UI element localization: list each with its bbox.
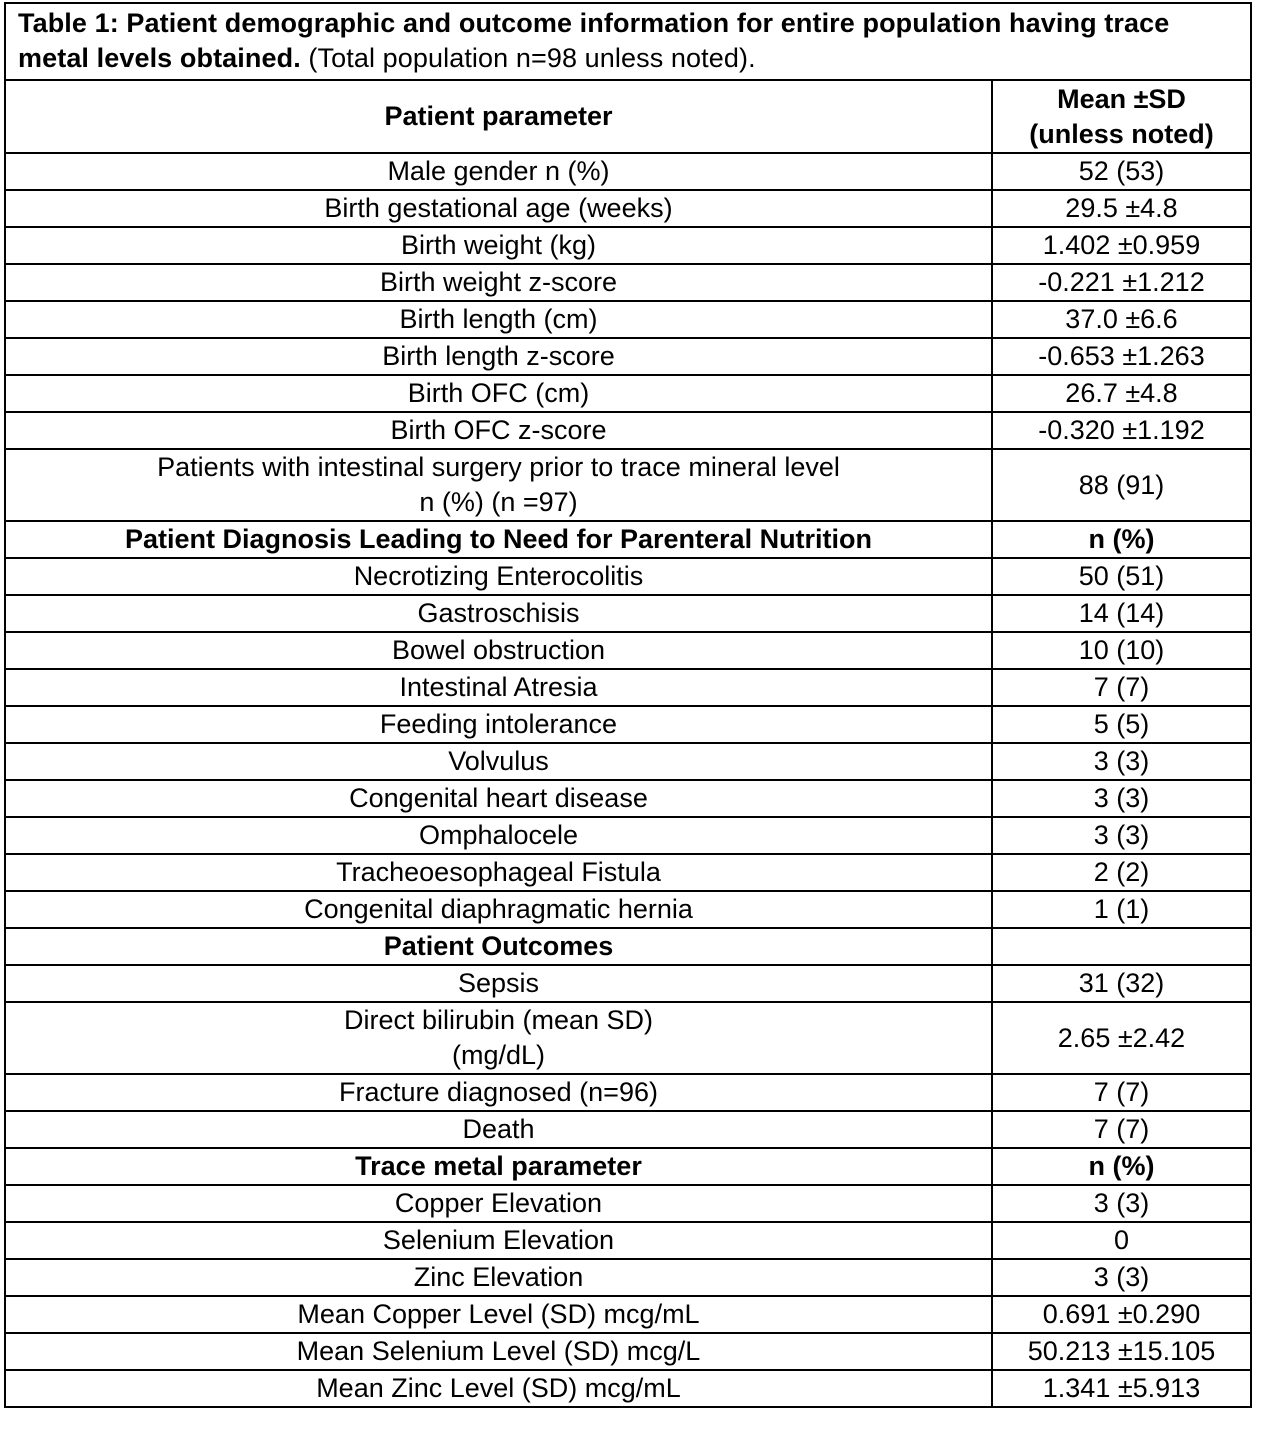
row-label: Patient Outcomes: [6, 928, 992, 965]
row-value: 37.0 ±6.6: [992, 301, 1250, 338]
table-header-row: [6, 80, 1250, 153]
row-value: 88 (91): [992, 449, 1250, 521]
row-value: 7 (7): [992, 1074, 1250, 1111]
row-value: 26.7 ±4.8: [992, 375, 1250, 412]
table-row: [6, 1002, 1250, 1074]
row-value: 1.402 ±0.959: [992, 227, 1250, 264]
row-value: 50 (51): [992, 558, 1250, 595]
row-label: Fracture diagnosed (n=96): [6, 1074, 992, 1111]
table-row: [6, 1333, 1250, 1370]
row-label: Patients with intestinal surgery prior to trace mineral level n (%) (n =97): [6, 449, 992, 521]
row-value: 5 (5): [992, 706, 1250, 743]
table-row: [6, 227, 1250, 264]
row-label: Birth OFC z-score: [6, 412, 992, 449]
table-row: [6, 338, 1250, 375]
row-value: 1 (1): [992, 891, 1250, 928]
row-label: Male gender n (%): [6, 153, 992, 190]
row-value: 52 (53): [992, 153, 1250, 190]
row-label: Trace metal parameter: [6, 1148, 992, 1185]
row-value: [992, 928, 1250, 965]
table-body: [6, 153, 1250, 1406]
table-row: [6, 1296, 1250, 1333]
section-header-row: [6, 928, 1250, 965]
row-value: 7 (7): [992, 1111, 1250, 1148]
row-value: 3 (3): [992, 817, 1250, 854]
table-row: [6, 301, 1250, 338]
table-row: [6, 854, 1250, 891]
table-container: [4, 2, 1252, 1408]
row-label: Mean Selenium Level (SD) mcg/L: [6, 1333, 992, 1370]
table-row: [6, 558, 1250, 595]
row-value: 31 (32): [992, 965, 1250, 1002]
row-label: Volvulus: [6, 743, 992, 780]
table-row: [6, 817, 1250, 854]
row-value: 50.213 ±15.105: [992, 1333, 1250, 1370]
table-row: [6, 891, 1250, 928]
row-value: 3 (3): [992, 743, 1250, 780]
header-value-line2: (unless noted): [1029, 118, 1214, 149]
row-value: -0.653 ±1.263: [992, 338, 1250, 375]
table-row: [6, 706, 1250, 743]
header-value-line1: Mean ±SD: [1057, 83, 1186, 114]
table-row: [6, 264, 1250, 301]
row-value: 0.691 ±0.290: [992, 1296, 1250, 1333]
row-label: Birth length (cm): [6, 301, 992, 338]
row-label: Intestinal Atresia: [6, 669, 992, 706]
section-header-row: [6, 1148, 1250, 1185]
row-value: 7 (7): [992, 669, 1250, 706]
table-row: [6, 1222, 1250, 1259]
row-label: Mean Zinc Level (SD) mcg/mL: [6, 1370, 992, 1406]
row-value: -0.221 ±1.212: [992, 264, 1250, 301]
table-row: [6, 412, 1250, 449]
row-label: Birth length z-score: [6, 338, 992, 375]
row-value: 3 (3): [992, 1259, 1250, 1296]
row-label: Death: [6, 1111, 992, 1148]
row-value: 10 (10): [992, 632, 1250, 669]
row-label: Selenium Elevation: [6, 1222, 992, 1259]
row-label: Congenital heart disease: [6, 780, 992, 817]
row-label: Zinc Elevation: [6, 1259, 992, 1296]
table-caption: [6, 4, 1250, 79]
row-label: Birth weight (kg): [6, 227, 992, 264]
table-row: [6, 780, 1250, 817]
table-row: [6, 595, 1250, 632]
row-value: 0: [992, 1222, 1250, 1259]
header-value: [992, 80, 1250, 153]
row-label: Gastroschisis: [6, 595, 992, 632]
row-label: Direct bilirubin (mean SD) (mg/dL): [6, 1002, 992, 1074]
table-row: [6, 632, 1250, 669]
caption-note: (Total population n=98 unless noted).: [300, 43, 756, 73]
table-row: [6, 375, 1250, 412]
table-row: [6, 153, 1250, 190]
row-label: Birth weight z-score: [6, 264, 992, 301]
table-row: [6, 1074, 1250, 1111]
row-label: Bowel obstruction: [6, 632, 992, 669]
row-label: Omphalocele: [6, 817, 992, 854]
row-label: Tracheoesophageal Fistula: [6, 854, 992, 891]
table-row: [6, 1259, 1250, 1296]
table-row: [6, 743, 1250, 780]
row-value: 2 (2): [992, 854, 1250, 891]
row-value: n (%): [992, 1148, 1250, 1185]
row-label: Mean Copper Level (SD) mcg/mL: [6, 1296, 992, 1333]
row-label: Feeding intolerance: [6, 706, 992, 743]
row-label: Patient Diagnosis Leading to Need for Parenteral Nutrition: [6, 521, 992, 558]
row-label: Birth gestational age (weeks): [6, 190, 992, 227]
table-row: [6, 965, 1250, 1002]
demographics-table: [6, 79, 1250, 1406]
row-label: Birth OFC (cm): [6, 375, 992, 412]
row-value: 3 (3): [992, 780, 1250, 817]
section-header-row: [6, 521, 1250, 558]
table-row: [6, 1370, 1250, 1406]
row-label: Necrotizing Enterocolitis: [6, 558, 992, 595]
table-row: [6, 449, 1250, 521]
row-label: Sepsis: [6, 965, 992, 1002]
header-parameter: Patient parameter: [6, 80, 992, 153]
row-value: 1.341 ±5.913: [992, 1370, 1250, 1406]
caption-title: Table 1: Patient demographic and outcome information for entire population having trace metal levels obtained.: [18, 8, 1170, 73]
row-value: 3 (3): [992, 1185, 1250, 1222]
row-value: 14 (14): [992, 595, 1250, 632]
table-row: [6, 669, 1250, 706]
row-label: Congenital diaphragmatic hernia: [6, 891, 992, 928]
row-label: Copper Elevation: [6, 1185, 992, 1222]
table-row: [6, 1111, 1250, 1148]
row-value: -0.320 ±1.192: [992, 412, 1250, 449]
row-value: n (%): [992, 521, 1250, 558]
row-value: 2.65 ±2.42: [992, 1002, 1250, 1074]
row-value: 29.5 ±4.8: [992, 190, 1250, 227]
table-row: [6, 190, 1250, 227]
table-row: [6, 1185, 1250, 1222]
